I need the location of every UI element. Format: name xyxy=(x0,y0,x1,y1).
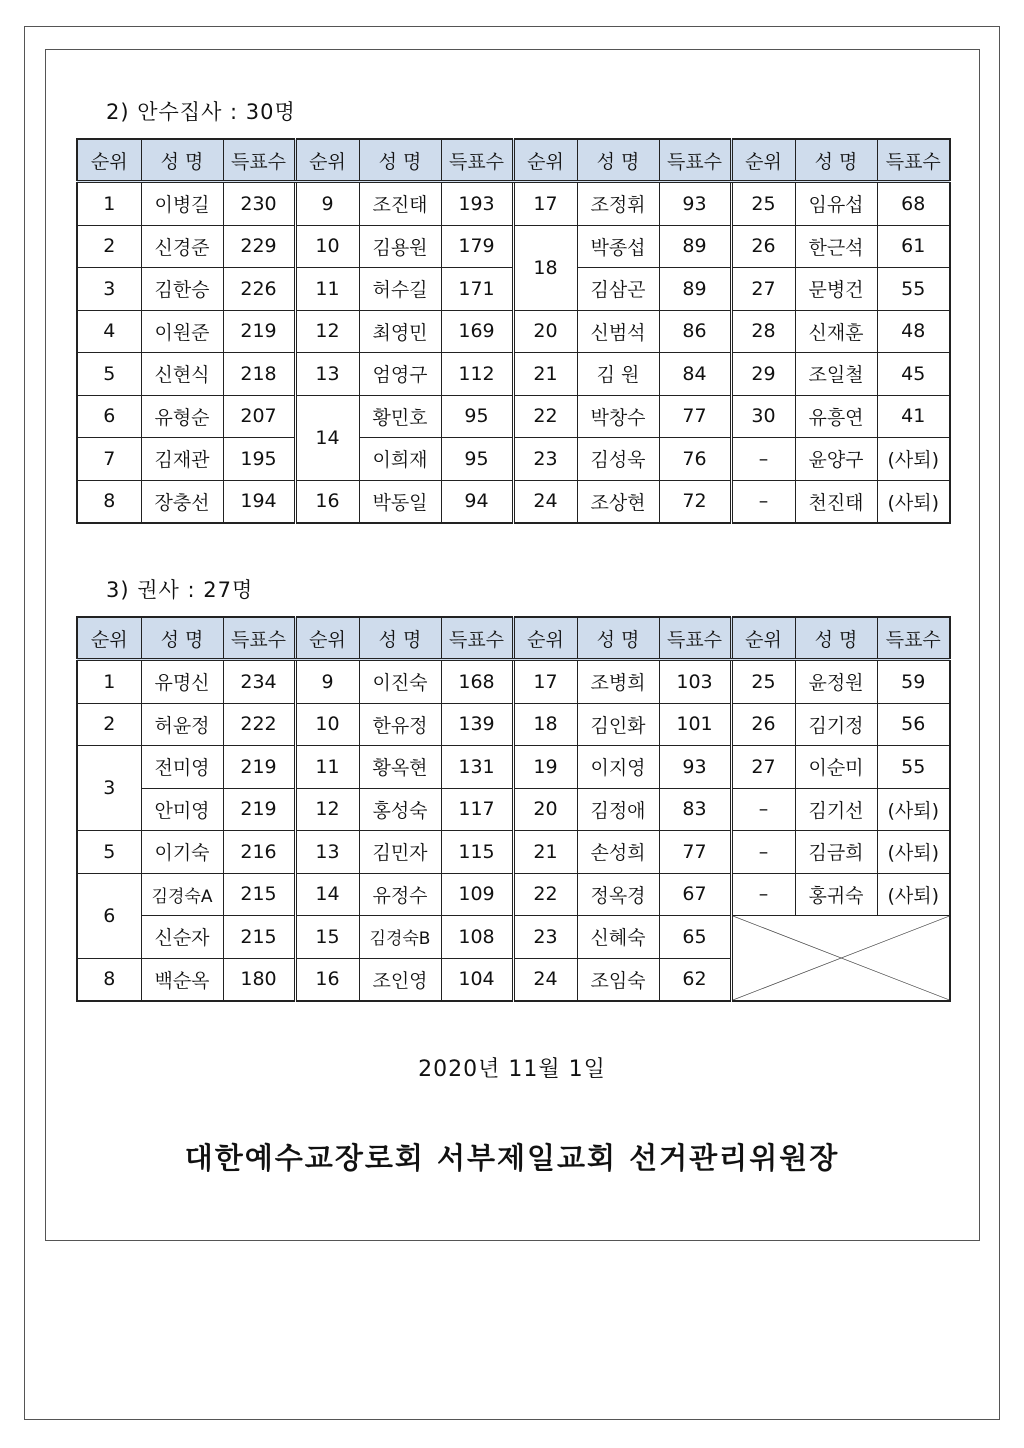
name-cell: 허수길 xyxy=(359,268,441,311)
header-name: 성 명 xyxy=(141,139,223,182)
rank-cell: 16 xyxy=(295,958,359,1001)
name-cell: 윤정원 xyxy=(795,660,877,704)
name-cell: 전미영 xyxy=(141,746,223,789)
votes-cell: 101 xyxy=(659,703,731,746)
votes-cell: 65 xyxy=(659,916,731,959)
section-title-deacons: 2) 안수집사 : 30명 xyxy=(106,100,296,124)
rank-cell: 5 xyxy=(77,353,141,396)
rank-cell: 20 xyxy=(513,310,577,353)
rank-cell: 4 xyxy=(77,310,141,353)
rank-cell: 28 xyxy=(731,310,795,353)
table-row xyxy=(77,746,950,789)
votes-cell: 193 xyxy=(441,182,513,226)
name-cell: 김인화 xyxy=(577,703,659,746)
votes-cell: 194 xyxy=(223,480,295,523)
rank-cell: 1 xyxy=(77,182,141,226)
header-name: 성 명 xyxy=(577,139,659,182)
table-row xyxy=(77,438,950,481)
table-row xyxy=(77,310,950,353)
votes-cell: 108 xyxy=(441,916,513,959)
name-cell: 엄영구 xyxy=(359,353,441,396)
rank-cell: 9 xyxy=(295,660,359,704)
name-cell: 신재훈 xyxy=(795,310,877,353)
votes-cell: 62 xyxy=(659,958,731,1001)
rank-cell: 25 xyxy=(731,660,795,704)
table-row xyxy=(77,225,950,268)
votes-cell: 169 xyxy=(441,310,513,353)
rank-cell: 10 xyxy=(295,225,359,268)
name-cell: 조정휘 xyxy=(577,182,659,226)
votes-cell: 117 xyxy=(441,788,513,831)
rank-cell: 15 xyxy=(295,916,359,959)
votes-cell: (사퇴) xyxy=(877,831,950,874)
votes-cell: 89 xyxy=(659,268,731,311)
name-cell: 천진태 xyxy=(795,480,877,523)
name-cell: 유명신 xyxy=(141,660,223,704)
table-header-row xyxy=(77,139,950,182)
header-votes: 득표수 xyxy=(223,139,295,182)
rank-cell: 24 xyxy=(513,480,577,523)
name-cell: 문병건 xyxy=(795,268,877,311)
votes-cell: 230 xyxy=(223,182,295,226)
name-cell: 조인영 xyxy=(359,958,441,1001)
votes-cell: 55 xyxy=(877,268,950,311)
name-cell: 정옥경 xyxy=(577,873,659,916)
rank-cell: – xyxy=(731,831,795,874)
rank-cell: 11 xyxy=(295,268,359,311)
votes-cell: 93 xyxy=(659,182,731,226)
name-cell: 김기선 xyxy=(795,788,877,831)
rank-cell: 23 xyxy=(513,916,577,959)
header-votes: 득표수 xyxy=(659,139,731,182)
rank-cell: 26 xyxy=(731,225,795,268)
votes-cell: (사퇴) xyxy=(877,788,950,831)
rank-cell: 17 xyxy=(513,660,577,704)
rank-cell: 9 xyxy=(295,182,359,226)
votes-cell: 84 xyxy=(659,353,731,396)
votes-cell: 109 xyxy=(441,873,513,916)
rank-cell: 5 xyxy=(77,831,141,874)
name-cell: 임유섭 xyxy=(795,182,877,226)
rank-cell: 22 xyxy=(513,395,577,438)
votes-cell: 56 xyxy=(877,703,950,746)
name-cell: 김한승 xyxy=(141,268,223,311)
votes-cell: 179 xyxy=(441,225,513,268)
votes-cell: 103 xyxy=(659,660,731,704)
votes-cell: 215 xyxy=(223,916,295,959)
name-cell: 조병희 xyxy=(577,660,659,704)
rank-cell: 18 xyxy=(513,703,577,746)
header-name: 성 명 xyxy=(359,139,441,182)
votes-cell: 131 xyxy=(441,746,513,789)
name-cell: 한유정 xyxy=(359,703,441,746)
votes-cell: 68 xyxy=(877,182,950,226)
votes-cell: 229 xyxy=(223,225,295,268)
votes-cell: 216 xyxy=(223,831,295,874)
name-cell: 최영민 xyxy=(359,310,441,353)
name-cell: 신혜숙 xyxy=(577,916,659,959)
votes-cell: 86 xyxy=(659,310,731,353)
document-date: 2020년 11월 1일 xyxy=(418,1057,606,1082)
rank-cell: – xyxy=(731,438,795,481)
name-cell: 유형순 xyxy=(141,395,223,438)
table-row xyxy=(77,353,950,396)
votes-cell: 222 xyxy=(223,703,295,746)
votes-cell: 83 xyxy=(659,788,731,831)
name-cell: 김재관 xyxy=(141,438,223,481)
name-cell: 한근석 xyxy=(795,225,877,268)
name-cell: 신순자 xyxy=(141,916,223,959)
name-cell: 이순미 xyxy=(795,746,877,789)
header-name: 성 명 xyxy=(141,617,223,660)
rank-cell: 19 xyxy=(513,746,577,789)
rank-cell: 23 xyxy=(513,438,577,481)
header-rank: 순위 xyxy=(513,139,577,182)
rank-cell: 2 xyxy=(77,703,141,746)
rank-cell: 27 xyxy=(731,268,795,311)
rank-cell: – xyxy=(731,788,795,831)
table-row xyxy=(77,831,950,874)
header-votes: 득표수 xyxy=(877,617,950,660)
header-name: 성 명 xyxy=(795,139,877,182)
name-cell: 이병길 xyxy=(141,182,223,226)
name-cell: 김경숙A xyxy=(141,873,223,916)
name-cell: 김용원 xyxy=(359,225,441,268)
rank-cell: 29 xyxy=(731,353,795,396)
header-votes: 득표수 xyxy=(223,617,295,660)
votes-cell: 207 xyxy=(223,395,295,438)
name-cell: 이진숙 xyxy=(359,660,441,704)
rank-cell: 30 xyxy=(731,395,795,438)
header-votes: 득표수 xyxy=(659,617,731,660)
votes-cell: 226 xyxy=(223,268,295,311)
votes-cell: 171 xyxy=(441,268,513,311)
header-name: 성 명 xyxy=(359,617,441,660)
name-cell: 황옥현 xyxy=(359,746,441,789)
header-rank: 순위 xyxy=(731,139,795,182)
header-rank: 순위 xyxy=(77,139,141,182)
votes-cell: 45 xyxy=(877,353,950,396)
name-cell: 김 원 xyxy=(577,353,659,396)
votes-cell: 72 xyxy=(659,480,731,523)
rank-cell: 13 xyxy=(295,353,359,396)
rank-cell: 20 xyxy=(513,788,577,831)
rank-cell: 14 xyxy=(295,873,359,916)
name-cell: 조임숙 xyxy=(577,958,659,1001)
rank-cell: 8 xyxy=(77,480,141,523)
table-row xyxy=(77,182,950,226)
name-cell: 김금희 xyxy=(795,831,877,874)
votes-cell: 41 xyxy=(877,395,950,438)
table-header-row xyxy=(77,617,950,660)
header-rank: 순위 xyxy=(77,617,141,660)
rank-cell: 16 xyxy=(295,480,359,523)
name-cell: 조상현 xyxy=(577,480,659,523)
header-name: 성 명 xyxy=(795,617,877,660)
votes-cell: 180 xyxy=(223,958,295,1001)
rank-cell: 27 xyxy=(731,746,795,789)
name-cell: 이기숙 xyxy=(141,831,223,874)
rank-cell: 3 xyxy=(77,746,141,831)
name-cell: 장충선 xyxy=(141,480,223,523)
votes-cell: 76 xyxy=(659,438,731,481)
table-row xyxy=(77,873,950,916)
rank-cell: 10 xyxy=(295,703,359,746)
name-cell: 허윤정 xyxy=(141,703,223,746)
votes-cell: 77 xyxy=(659,831,731,874)
kwonsa-vote-table xyxy=(76,616,951,1002)
name-cell: 조진태 xyxy=(359,182,441,226)
name-cell: 박창수 xyxy=(577,395,659,438)
header-votes: 득표수 xyxy=(441,617,513,660)
header-votes: 득표수 xyxy=(877,139,950,182)
name-cell: 김민자 xyxy=(359,831,441,874)
rank-cell: – xyxy=(731,480,795,523)
votes-cell: 67 xyxy=(659,873,731,916)
votes-cell: 234 xyxy=(223,660,295,704)
votes-cell: 55 xyxy=(877,746,950,789)
votes-cell: 59 xyxy=(877,660,950,704)
votes-cell: 112 xyxy=(441,353,513,396)
table-row xyxy=(77,703,950,746)
votes-cell: 195 xyxy=(223,438,295,481)
votes-cell: (사퇴) xyxy=(877,438,950,481)
empty-crossed-cell xyxy=(731,916,950,1002)
name-cell: 백순옥 xyxy=(141,958,223,1001)
cross-lines xyxy=(733,916,950,1000)
votes-cell: 95 xyxy=(441,438,513,481)
header-votes: 득표수 xyxy=(441,139,513,182)
name-cell: 이지영 xyxy=(577,746,659,789)
rank-cell: 26 xyxy=(731,703,795,746)
rank-cell: 22 xyxy=(513,873,577,916)
rank-cell: 7 xyxy=(77,438,141,481)
votes-cell: 89 xyxy=(659,225,731,268)
rank-cell: 2 xyxy=(77,225,141,268)
rank-cell: 17 xyxy=(513,182,577,226)
votes-cell: 95 xyxy=(441,395,513,438)
votes-cell: (사퇴) xyxy=(877,480,950,523)
name-cell: 안미영 xyxy=(141,788,223,831)
deacon-vote-table xyxy=(76,138,951,524)
rank-cell: 24 xyxy=(513,958,577,1001)
name-cell: 김성욱 xyxy=(577,438,659,481)
name-cell: 김경숙B xyxy=(359,916,441,959)
rank-cell: 8 xyxy=(77,958,141,1001)
header-rank: 순위 xyxy=(295,617,359,660)
votes-cell: 168 xyxy=(441,660,513,704)
rank-cell: 12 xyxy=(295,310,359,353)
name-cell: 이희재 xyxy=(359,438,441,481)
name-cell: 박동일 xyxy=(359,480,441,523)
name-cell: 황민호 xyxy=(359,395,441,438)
votes-cell: 48 xyxy=(877,310,950,353)
votes-cell: 61 xyxy=(877,225,950,268)
table-row xyxy=(77,660,950,704)
rank-cell: 11 xyxy=(295,746,359,789)
name-cell: 조일철 xyxy=(795,353,877,396)
name-cell: 김기정 xyxy=(795,703,877,746)
votes-cell: 219 xyxy=(223,788,295,831)
section-title-kwonsa: 3) 권사 : 27명 xyxy=(106,578,254,602)
header-rank: 순위 xyxy=(731,617,795,660)
header-rank: 순위 xyxy=(295,139,359,182)
signature-line: 대한예수교장로회 서부제일교회 선거관리위원장 xyxy=(184,1141,840,1175)
name-cell: 김삼곤 xyxy=(577,268,659,311)
header-name: 성 명 xyxy=(577,617,659,660)
rank-cell: 14 xyxy=(295,395,359,480)
name-cell: 손성희 xyxy=(577,831,659,874)
votes-cell: 219 xyxy=(223,310,295,353)
rank-cell: 21 xyxy=(513,831,577,874)
header-rank: 순위 xyxy=(513,617,577,660)
name-cell: 홍귀숙 xyxy=(795,873,877,916)
name-cell: 홍성숙 xyxy=(359,788,441,831)
votes-cell: 215 xyxy=(223,873,295,916)
name-cell: 유흥연 xyxy=(795,395,877,438)
name-cell: 이원준 xyxy=(141,310,223,353)
rank-cell: 21 xyxy=(513,353,577,396)
table-row xyxy=(77,916,950,959)
rank-cell: 6 xyxy=(77,395,141,438)
name-cell: 박종섭 xyxy=(577,225,659,268)
table-row xyxy=(77,480,950,523)
votes-cell: 104 xyxy=(441,958,513,1001)
votes-cell: (사퇴) xyxy=(877,873,950,916)
votes-cell: 218 xyxy=(223,353,295,396)
votes-cell: 115 xyxy=(441,831,513,874)
table-row xyxy=(77,395,950,438)
votes-cell: 94 xyxy=(441,480,513,523)
name-cell: 유정수 xyxy=(359,873,441,916)
rank-cell: 3 xyxy=(77,268,141,311)
name-cell: 신범석 xyxy=(577,310,659,353)
rank-cell: 1 xyxy=(77,660,141,704)
votes-cell: 219 xyxy=(223,746,295,789)
votes-cell: 139 xyxy=(441,703,513,746)
rank-cell: 12 xyxy=(295,788,359,831)
name-cell: 윤양구 xyxy=(795,438,877,481)
rank-cell: 18 xyxy=(513,225,577,310)
votes-cell: 77 xyxy=(659,395,731,438)
rank-cell: – xyxy=(731,873,795,916)
rank-cell: 6 xyxy=(77,873,141,958)
name-cell: 김정애 xyxy=(577,788,659,831)
table-row xyxy=(77,788,950,831)
rank-cell: 25 xyxy=(731,182,795,226)
votes-cell: 93 xyxy=(659,746,731,789)
rank-cell: 13 xyxy=(295,831,359,874)
name-cell: 신현식 xyxy=(141,353,223,396)
name-cell: 신경준 xyxy=(141,225,223,268)
